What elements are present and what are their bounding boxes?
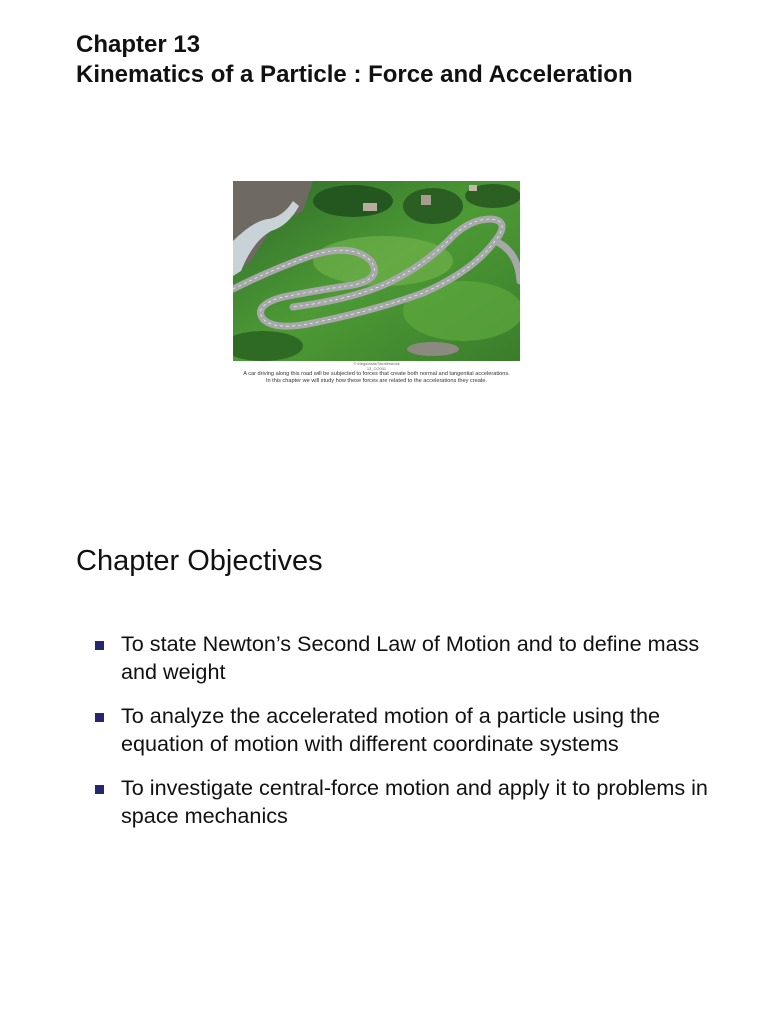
objective-item: [92, 774, 712, 830]
section-title: Chapter Objectives: [76, 545, 323, 577]
chapter-number: Chapter 13: [76, 31, 201, 58]
objective-text: To analyze the accelerated motion of a particle using the equation of motion with different coordinate systems: [121, 703, 660, 756]
objective-item: [92, 702, 712, 758]
mountain-road-photo: [233, 181, 520, 361]
objective-text: To state Newton’s Second Law of Motion and to define mass and weight: [121, 631, 700, 684]
figure-id: 13_CO001: [366, 366, 387, 371]
objective-text: To investigate central-force motion and apply it to problems in space mechanics: [121, 775, 708, 828]
objectives-list: [92, 630, 712, 846]
square-bullet-icon: [95, 785, 104, 794]
square-bullet-icon: [95, 713, 104, 722]
photo-credit: © MegaVista/Shutterstock: [353, 361, 400, 366]
objective-item: [92, 630, 712, 686]
chapter-header: [76, 30, 633, 90]
chapter-title: Kinematics of a Particle : Force and Acceleration: [76, 61, 633, 88]
square-bullet-icon: [95, 641, 104, 650]
chapter-figure: [233, 181, 520, 385]
figure-caption: A car driving along this road will be subjected to forces that create both normal and tangential accelerations. In this chapter we will study how these forces are related to the accelerations they create.: [243, 371, 510, 384]
